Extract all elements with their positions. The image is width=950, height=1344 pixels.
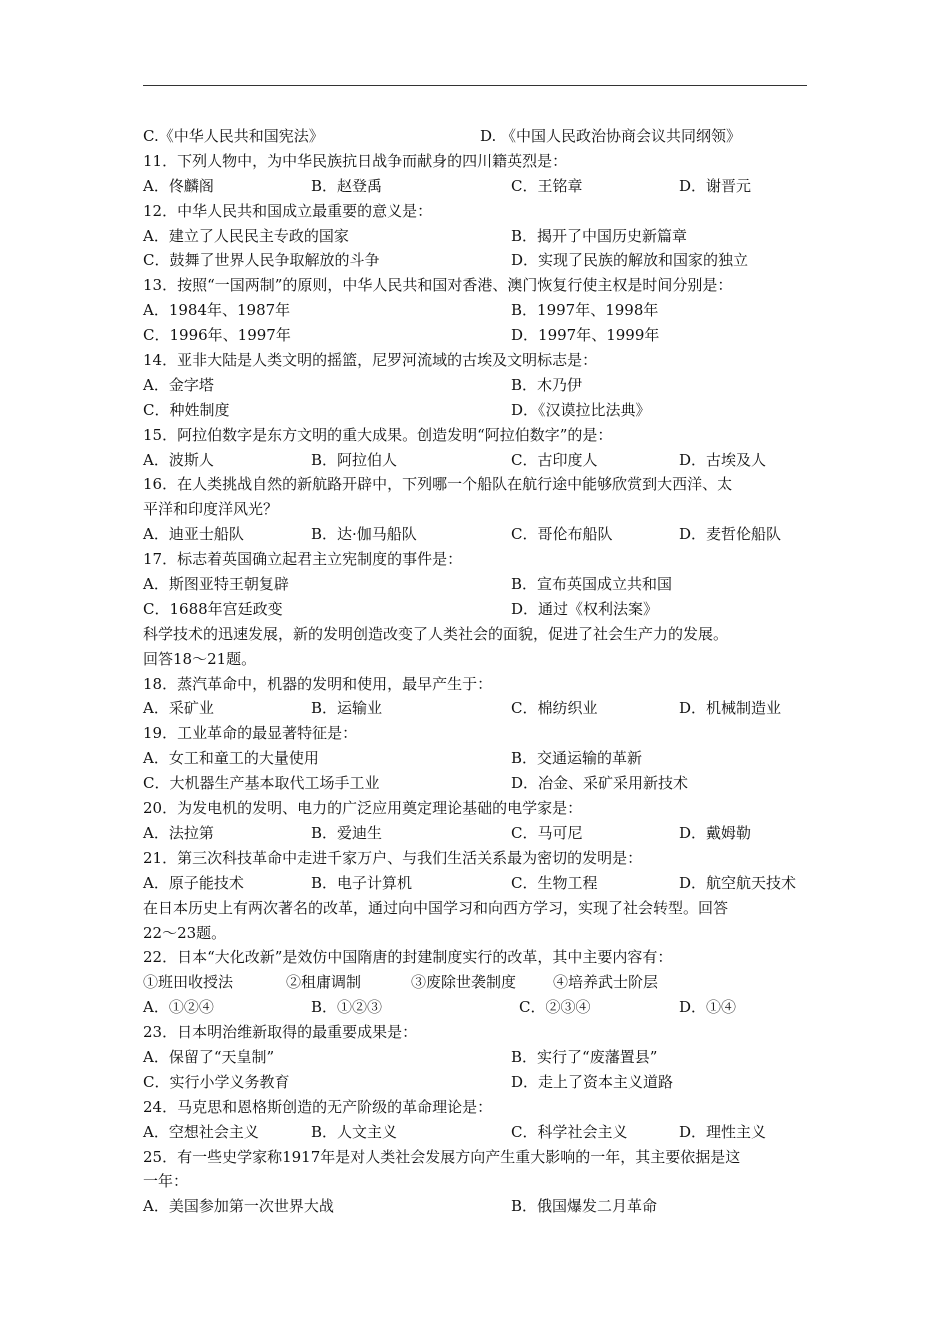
option-row <box>143 1120 807 1145</box>
item-3: ③废除世袭制度 <box>411 973 517 992</box>
option-b: B．运输业 <box>311 699 383 718</box>
question-stem-continued: 平洋和印度洋风光？ <box>143 500 279 519</box>
question-stem-continued: 一年： <box>143 1172 189 1191</box>
option-row <box>143 746 807 771</box>
option-b: B．实行了“废藩置县” <box>511 1047 658 1066</box>
questions-body <box>143 124 807 1219</box>
option-a: A．保留了“天皇制” <box>143 1047 275 1066</box>
question-stem: 12．中华人民共和国成立最重要的意义是： <box>143 201 433 220</box>
option-row <box>143 323 807 348</box>
option-row <box>143 696 807 721</box>
section-intro-continued: 22～23题。 <box>143 923 227 942</box>
option-c: C．王铭章 <box>511 176 583 195</box>
option-d: D．戴姆勒 <box>679 823 752 842</box>
option-b: B．宣布英国成立共和国 <box>511 575 673 594</box>
question-stem: 23．日本明治维新取得的最重要成果是： <box>143 1023 418 1042</box>
option-row <box>143 597 807 622</box>
option-a: A．美国参加第一次世界大战 <box>143 1197 334 1216</box>
question-stem: 22．日本“大化改新”是效仿中国隋唐的封建制度实行的改革，其中主要内容有： <box>143 948 673 967</box>
option-c: C．古印度人 <box>511 450 598 469</box>
option-a: A．空想社会主义 <box>143 1122 259 1141</box>
option-row <box>143 298 807 323</box>
option-row <box>143 124 807 149</box>
option-row <box>143 1194 807 1219</box>
option-b: B．达·伽马船队 <box>311 525 417 544</box>
item-row <box>143 970 807 995</box>
option-d: D．谢晋元 <box>679 176 752 195</box>
option-c: C．生物工程 <box>511 873 598 892</box>
option-d: D．通过《权利法案》 <box>511 599 659 618</box>
option-d: D．机械制造业 <box>679 699 782 718</box>
option-c: C．②③④ <box>519 998 591 1017</box>
option-d: D．①④ <box>679 998 737 1017</box>
option-d: D．航空航天技术 <box>679 873 797 892</box>
option-a: A．金字塔 <box>143 375 214 394</box>
option-d: D．理性主义 <box>679 1122 767 1141</box>
option-b: B．人文主义 <box>311 1122 398 1141</box>
option-row <box>143 821 807 846</box>
option-c: C．科学社会主义 <box>511 1122 628 1141</box>
option-a: A．法拉第 <box>143 823 214 842</box>
option-d: D．冶金、采矿采用新技术 <box>511 774 689 793</box>
question-stem: 21．第三次科技革命中走进千家万户、与我们生活关系最为密切的发明是： <box>143 848 643 867</box>
option-row <box>143 871 807 896</box>
option-b: B．揭开了中国历史新篇章 <box>511 226 688 245</box>
option-row <box>143 398 807 423</box>
item-1: ①班田收授法 <box>143 973 234 992</box>
option-b: B．①②③ <box>311 998 383 1017</box>
item-4: ④培养武士阶层 <box>553 973 659 992</box>
question-stem: 11．下列人物中，为中华民族抗日战争而献身的四川籍英烈是： <box>143 151 568 170</box>
option-c: C．1996年、1997年 <box>143 326 291 345</box>
option-row <box>143 995 807 1020</box>
option-c: C．大机器生产基本取代工场手工业 <box>143 774 380 793</box>
option-b: B．赵登禹 <box>311 176 383 195</box>
option-row <box>143 522 807 547</box>
question-stem: 16．在人类挑战自然的新航路开辟中，下列哪一个船队在航行途中能够欣赏到大西洋、太 <box>143 475 733 494</box>
option-a: A．佟麟阁 <box>143 176 214 195</box>
option-a: A．迪亚士船队 <box>143 525 244 544</box>
option-row <box>143 771 807 796</box>
option-b: B．阿拉伯人 <box>311 450 398 469</box>
option-c: C.《中华人民共和国宪法》 <box>143 127 324 145</box>
question-stem: 24．马克思和恩格斯创造的无产阶级的革命理论是： <box>143 1097 493 1116</box>
option-d: D. 《中国人民政治协商会议共同纲领》 <box>480 127 742 145</box>
question-stem: 18．蒸汽革命中，机器的发明和使用，最早产生于： <box>143 674 493 693</box>
option-a: A．建立了人民民主专政的国家 <box>143 226 349 245</box>
section-intro-continued: 回答18～21题。 <box>143 649 257 668</box>
option-row <box>143 224 807 249</box>
option-c: C．种姓制度 <box>143 400 230 419</box>
option-a: A．女工和童工的大量使用 <box>143 749 319 768</box>
option-d: D．麦哲伦船队 <box>679 525 782 544</box>
option-b: B．1997年、1998年 <box>511 301 659 320</box>
option-c: C．实行小学义务教育 <box>143 1072 290 1091</box>
option-a: A．①②④ <box>143 998 214 1017</box>
option-b: B．木乃伊 <box>511 375 583 394</box>
option-row <box>143 373 807 398</box>
option-row <box>143 448 807 473</box>
option-row <box>143 1070 807 1095</box>
question-stem: 13．按照“一国两制”的原则，中华人民共和国对香港、澳门恢复行使主权是时间分别是： <box>143 276 733 295</box>
question-stem: 20．为发电机的发明、电力的广泛应用奠定理论基础的电学家是： <box>143 799 583 818</box>
option-a: A．采矿业 <box>143 699 214 718</box>
question-stem: 17．标志着英国确立起君主立宪制度的事件是： <box>143 550 463 569</box>
header-rule <box>143 85 807 86</box>
option-row <box>143 572 807 597</box>
option-d: D．古埃及人 <box>679 450 767 469</box>
option-d: D．实现了民族的解放和国家的独立 <box>511 251 749 270</box>
option-b: B．俄国爆发二月革命 <box>511 1197 658 1216</box>
option-row <box>143 174 807 199</box>
option-c: C．棉纺织业 <box>511 699 598 718</box>
option-a: A．斯图亚特王朝复辟 <box>143 575 289 594</box>
question-stem: 19．工业革命的最显著特征是： <box>143 724 358 743</box>
option-row <box>143 1045 807 1070</box>
option-a: A．波斯人 <box>143 450 214 469</box>
option-a: A．1984年、1987年 <box>143 301 291 320</box>
section-intro: 在日本历史上有两次著名的改革，通过向中国学习和向西方学习，实现了社会转型。回答 <box>143 898 729 917</box>
question-stem: 14．亚非大陆是人类文明的摇篮，尼罗河流域的古埃及文明标志是： <box>143 351 598 370</box>
option-c: C．鼓舞了世界人民争取解放的斗争 <box>143 251 380 270</box>
option-c: C．哥伦布船队 <box>511 525 613 544</box>
item-2: ②租庸调制 <box>286 973 362 992</box>
option-d: D．走上了资本主义道路 <box>511 1072 674 1091</box>
question-stem: 15．阿拉伯数字是东方文明的重大成果。创造发明“阿拉伯数字”的是： <box>143 425 613 444</box>
option-c: C．1688年宫廷政变 <box>143 599 283 618</box>
option-row <box>143 248 807 273</box>
option-b: B．电子计算机 <box>311 873 413 892</box>
option-d: D．1997年、1999年 <box>511 326 660 345</box>
section-intro: 科学技术的迅速发展，新的发明创造改变了人类社会的面貌，促进了社会生产力的发展。 <box>143 624 729 643</box>
option-b: B．交通运输的革新 <box>511 749 643 768</box>
option-d: D．《汉谟拉比法典》 <box>511 400 651 419</box>
option-b: B．爱迪生 <box>311 823 383 842</box>
option-a: A．原子能技术 <box>143 873 244 892</box>
question-stem: 25．有一些史学家称1917年是对人类社会发展方向产生重大影响的一年，其主要依据是这 <box>143 1147 741 1166</box>
option-c: C．马可尼 <box>511 823 583 842</box>
